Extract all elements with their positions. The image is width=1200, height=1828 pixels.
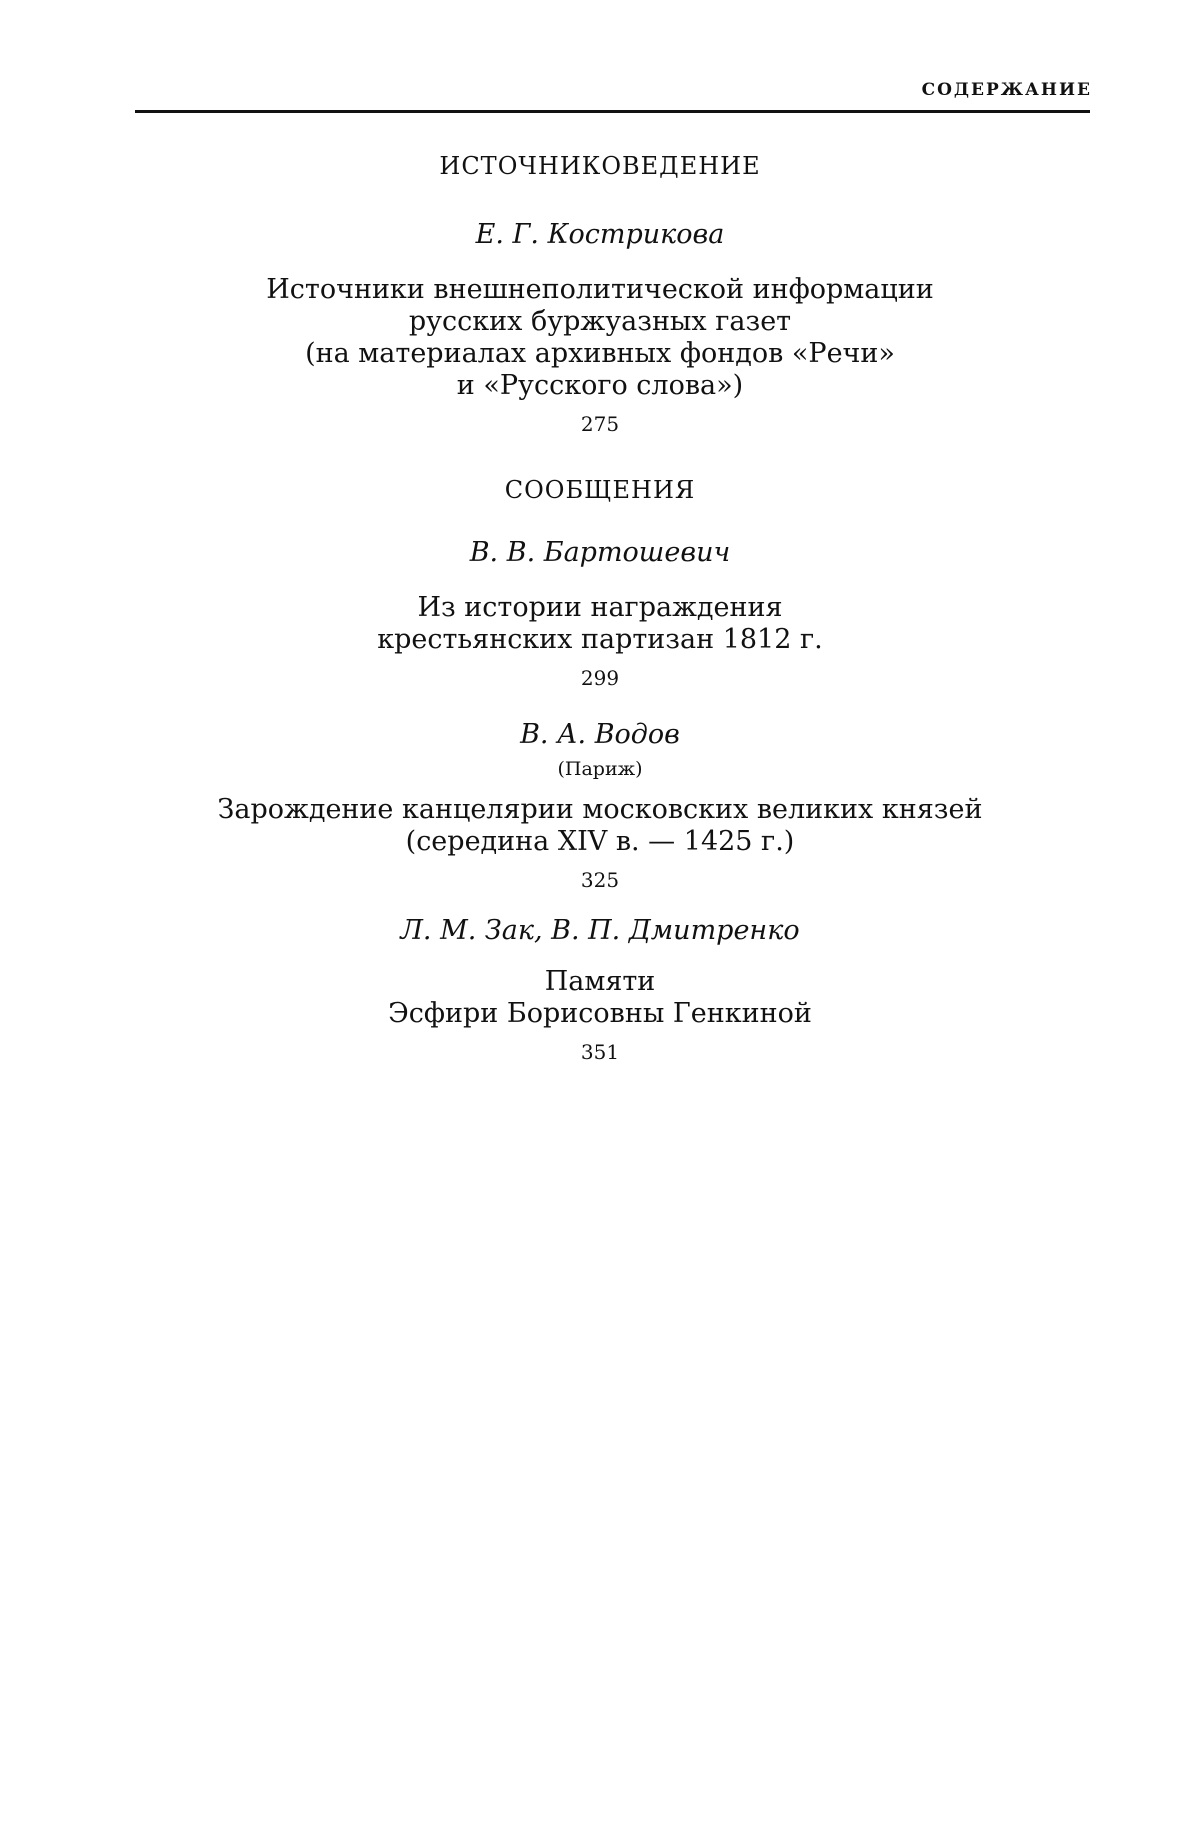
entry-title <box>0 794 1200 858</box>
running-head: СОДЕРЖАНИЕ <box>921 80 1092 100</box>
entry-title <box>0 274 1200 402</box>
entry-title <box>0 966 1200 1030</box>
toc-entry <box>0 218 1200 438</box>
entry-title-line: и «Русского слова») <box>456 370 744 401</box>
entry-author: В. А. Водов <box>520 719 680 750</box>
entry-page-number: 299 <box>580 666 620 690</box>
entry-title-line: Из истории награждения <box>417 592 783 623</box>
entry-title-line: Источники внешнеполитической информации <box>266 274 934 305</box>
entry-author: Л. М. Зак, В. П. Дмитренко <box>400 915 800 946</box>
entry-page-number: 275 <box>580 412 620 436</box>
toc-entry <box>0 718 1200 894</box>
header-rule <box>135 110 1090 113</box>
entry-title-line: (на материалах архивных фондов «Речи» <box>305 338 895 369</box>
entry-author: В. В. Бартошевич <box>469 537 731 568</box>
entry-page-number: 325 <box>580 868 620 892</box>
entry-title-line: Эсфири Борисовны Генкиной <box>388 998 812 1029</box>
entry-title-line: крестьянских партизан 1812 г. <box>377 624 823 655</box>
entry-author: Е. Г. Кострикова <box>475 219 725 250</box>
section-heading: СООБЩЕНИЯ <box>504 476 696 504</box>
section-heading: ИСТОЧНИКОВЕДЕНИЕ <box>439 152 761 180</box>
entry-title-line: Памяти <box>544 966 656 997</box>
entry-title-line: Зарождение канцелярии московских великих князей <box>217 794 983 825</box>
entry-title <box>0 592 1200 656</box>
entry-title-line: (середина XIV в. — 1425 г.) <box>405 826 795 857</box>
entry-page-number: 351 <box>580 1040 620 1064</box>
entry-title-line: русских буржуазных газет <box>408 306 792 337</box>
table-of-contents <box>0 150 1200 1066</box>
entry-affiliation: (Париж) <box>557 758 643 780</box>
toc-entry <box>0 536 1200 692</box>
toc-entry <box>0 914 1200 1066</box>
